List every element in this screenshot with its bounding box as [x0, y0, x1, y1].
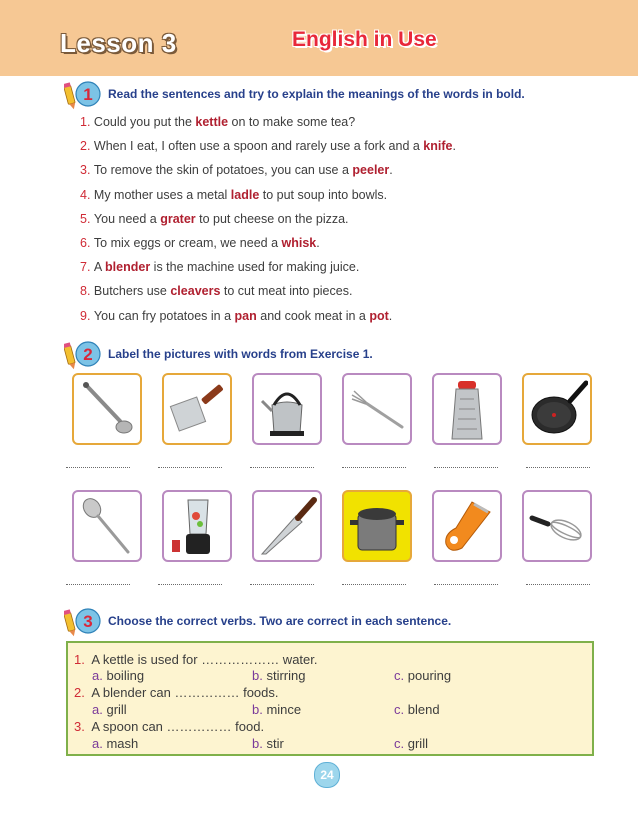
option-2b[interactable]: b. mince [252, 702, 302, 717]
whisk-icon [526, 494, 588, 558]
pot-icon [346, 494, 408, 558]
sentence-5 [80, 210, 600, 234]
spoon-icon [76, 494, 138, 558]
pencil-number-badge-icon [64, 80, 104, 110]
keyword: cleavers [170, 284, 221, 299]
sentence-number: 3. [80, 163, 91, 178]
pencil-number-badge-icon [64, 340, 104, 370]
knife-icon [256, 494, 318, 558]
option-2c[interactable]: c. blend [394, 702, 440, 717]
sentence-text: Butchers use [93, 284, 171, 299]
picture-knife [252, 490, 322, 562]
sentence-text: to put soup into bowls. [259, 187, 388, 202]
sentence-text: To remove the skin of potatoes, you can use a [93, 163, 353, 178]
sentence-text: . [452, 139, 456, 154]
answer-line[interactable] [66, 583, 130, 585]
picture-spoon [72, 490, 142, 562]
question-3: 3. A spoon can …………… food. [74, 719, 265, 734]
keyword: kettle [195, 115, 229, 129]
keyword: blender [105, 260, 151, 275]
sentence-text: to put cheese on the pizza. [195, 211, 349, 226]
peeler-icon [436, 494, 498, 558]
sentence-number: 8. [80, 284, 91, 299]
page-number: 24 [314, 762, 340, 788]
cleaver-icon [166, 377, 228, 441]
option-1a[interactable]: a. boiling [92, 668, 145, 683]
sentence-text: . [389, 163, 393, 178]
sentence-text: To mix eggs or cream, we need a [93, 235, 282, 250]
answer-line[interactable] [250, 466, 314, 468]
answer-line[interactable] [342, 466, 406, 468]
sentence-text: You need a [93, 211, 161, 226]
answer-line[interactable] [66, 466, 130, 468]
sentence-text: on to make some tea? [228, 115, 356, 129]
exercise-1-header [64, 80, 564, 108]
blender-icon [166, 494, 228, 558]
answer-line[interactable] [158, 583, 222, 585]
option-1c[interactable]: c. pouring [394, 668, 452, 683]
exercise-2-instruction: Label the pictures with words from Exercise 1. [108, 347, 373, 361]
exercise-3-instruction: Choose the correct verbs. Two are correct in each sentence. [108, 614, 452, 628]
picture-peeler [432, 490, 502, 562]
kettle-icon [256, 377, 318, 441]
sentence-number: 6. [80, 235, 91, 250]
exercise-number: 2 [83, 345, 93, 364]
sentence-number: 7. [80, 260, 91, 275]
fork-icon [346, 377, 408, 441]
picture-cleaver [162, 373, 232, 445]
sentence-list [80, 113, 600, 331]
sentence-2 [80, 137, 600, 161]
keyword: ladle [230, 187, 260, 202]
sentence-text: . [388, 308, 393, 323]
pan-icon [526, 377, 588, 441]
picture-pot [342, 490, 412, 562]
ladle-icon [76, 377, 138, 441]
exercise-number: 3 [83, 612, 93, 631]
sentence-text: . [316, 235, 320, 250]
sentence-text: When I eat, I often use a spoon and rarely use a fork and a [93, 139, 424, 154]
picture-blender [162, 490, 232, 562]
keyword: knife [423, 139, 453, 154]
lesson-title: Lesson 3 [60, 28, 177, 58]
sentence-6 [80, 234, 600, 258]
sentence-7 [80, 258, 600, 282]
sentence-text: and cook meat in a [256, 308, 370, 323]
keyword: grater [160, 211, 196, 226]
picture-whisk [522, 490, 592, 562]
unit-title: English in Use [292, 28, 437, 51]
header-banner [0, 0, 638, 76]
picture-kettle [252, 373, 322, 445]
grater-icon [436, 377, 498, 441]
sentence-text: My mother uses a metal [93, 187, 231, 202]
picture-row-2 [72, 490, 592, 566]
option-2a[interactable]: a. grill [92, 702, 127, 717]
question-2: 2. A blender can …………… foods. [74, 685, 279, 700]
picture-pan [522, 373, 592, 445]
keyword: peeler [352, 163, 390, 178]
exercise-2-header [64, 340, 564, 368]
option-3c[interactable]: c. grill [394, 736, 428, 751]
answer-line[interactable] [526, 583, 590, 585]
answer-line[interactable] [434, 466, 498, 468]
sentence-8 [80, 282, 600, 306]
sentence-9 [80, 307, 600, 331]
picture-grater [432, 373, 502, 445]
sentence-text: You can fry potatoes in a [93, 308, 235, 323]
answer-line[interactable] [342, 583, 406, 585]
sentence-4 [80, 186, 600, 210]
question-1: 1. A kettle is used for ……………… water. [74, 652, 318, 667]
exercise-number: 1 [83, 85, 93, 104]
pencil-number-badge-icon [64, 607, 104, 637]
exercise-3-box [66, 641, 594, 756]
sentence-text: Could you put the [93, 115, 196, 129]
sentence-1 [80, 113, 600, 137]
keyword: whisk [281, 235, 317, 250]
keyword: pot [369, 308, 389, 323]
sentence-3 [80, 161, 600, 185]
sentence-number: 5. [80, 211, 91, 226]
answer-line[interactable] [526, 466, 590, 468]
answer-line[interactable] [158, 466, 222, 468]
exercise-3-header [64, 607, 564, 635]
sentence-number: 9. [80, 308, 91, 323]
sentence-text: is the machine used for making juice. [150, 260, 360, 275]
sentence-number: 2. [80, 139, 91, 154]
sentence-text: to cut meat into pieces. [220, 284, 353, 299]
keyword: pan [234, 308, 257, 323]
exercise-1-instruction: Read the sentences and try to explain the meanings of the words in bold. [108, 87, 525, 101]
sentence-number: 1. [80, 115, 91, 129]
option-3a[interactable]: a. mash [92, 736, 139, 751]
answer-line[interactable] [434, 583, 498, 585]
answer-line[interactable] [250, 583, 314, 585]
sentence-text: A [93, 260, 106, 275]
picture-fork [342, 373, 412, 445]
option-1b[interactable]: b. stirring [252, 668, 306, 683]
picture-ladle [72, 373, 142, 445]
option-3b[interactable]: b. stir [252, 736, 284, 751]
sentence-number: 4. [80, 187, 91, 202]
picture-row-1 [72, 373, 592, 449]
